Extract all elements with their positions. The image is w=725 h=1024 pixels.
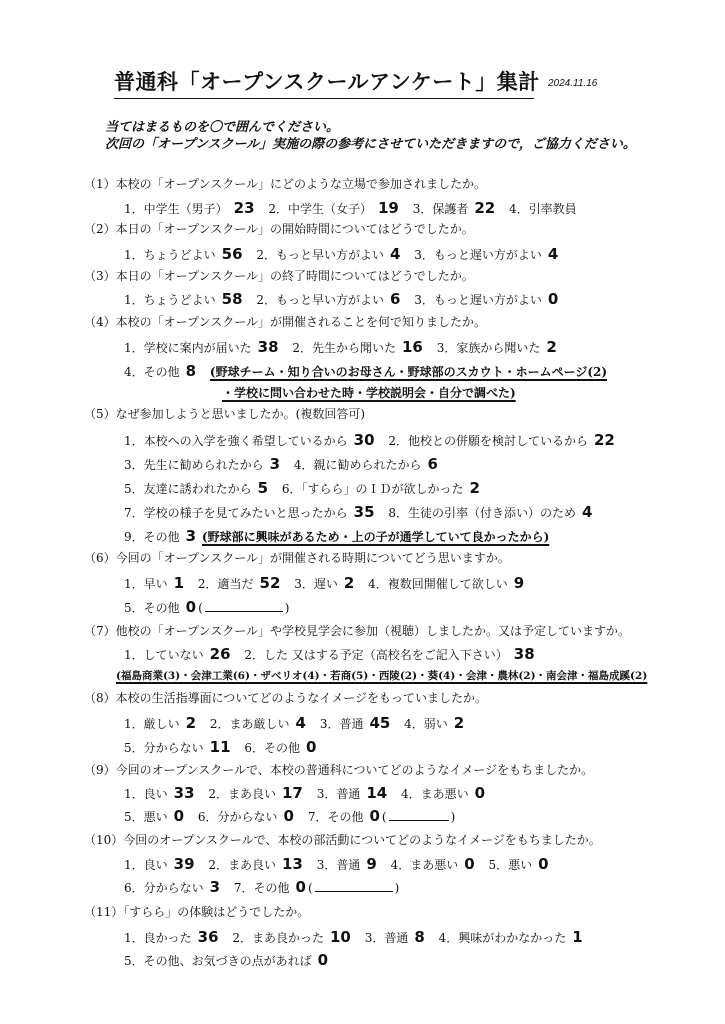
paren-open: ( xyxy=(381,810,387,824)
option-label: 4．興味がわかなかった xyxy=(438,931,567,945)
option-label: 2．まあ良い xyxy=(208,858,276,872)
option-count: 0 xyxy=(538,855,549,873)
option-label: 9．その他 xyxy=(124,530,180,544)
option-label: 3．普通 xyxy=(364,931,409,945)
option-count: 39 xyxy=(173,855,195,873)
option-count: 0 xyxy=(295,878,306,896)
option-label: 6．その他 xyxy=(244,741,300,755)
option-label: 7．その他 xyxy=(233,881,290,895)
question-1: （1）本校の「オープンスクール」にどのような立場で参加されましたか。 xyxy=(84,177,486,191)
option-count: 11 xyxy=(209,738,231,756)
option-label: 2．もっと早い方がよい xyxy=(256,248,384,262)
option-count: 2 xyxy=(343,574,355,592)
question-5-answers-4 xyxy=(124,503,602,522)
option-count: 10 xyxy=(329,928,351,946)
option-label: 5．その他、お気づきの点があれば xyxy=(124,954,312,968)
option-label: 2．した 又はする予定（高校名をご記入下さい） xyxy=(244,648,508,662)
option-label: 3．普通 xyxy=(316,858,361,872)
question-3: （3）本日の「オープンスクール」の終了時間についてはどうでしたか。 xyxy=(84,269,474,283)
question-9: （9）今回のオープンスクールで、本校の普通科についてどのようなイメージをもちましたか。 xyxy=(84,763,594,777)
option-count: 4 xyxy=(295,714,306,732)
option-label: 4．まあ悪い xyxy=(390,858,459,872)
option-count: 2 xyxy=(469,479,480,497)
question-4-other xyxy=(124,362,607,381)
option-label: 7．学校の様子を見てみたいと思ったから xyxy=(124,506,348,520)
option-label: 5．その他 xyxy=(124,601,180,615)
question-8: （8）本校の生活指導面についてどのようなイメージをもっていましたか。 xyxy=(84,691,488,705)
intro-line-2: 次回の「オープンスクール」実施の際の参考にさせていただきますので，ご協力ください。 xyxy=(105,137,636,152)
option-label: 8．生徒の引率（付き添い）のため xyxy=(388,506,576,520)
option-label: 1．ちょうどよい xyxy=(124,293,216,307)
option-label: 1．中学生（男子） xyxy=(124,202,228,216)
option-count: 0 xyxy=(305,738,317,756)
option-label: 2．先生から聞いた xyxy=(292,341,396,355)
question-5-answers-1 xyxy=(124,431,625,450)
option-label: 4．弱い xyxy=(404,717,448,731)
option-label: 3．もっと遅い方がよい xyxy=(414,248,542,262)
option-label: 2．中学生（女子） xyxy=(268,202,372,216)
option-count: 33 xyxy=(173,784,195,802)
option-label: 1．本校への入学を強く希望しているから xyxy=(124,434,348,448)
option-count: 30 xyxy=(353,431,375,449)
question-4-answers xyxy=(124,338,567,357)
option-count: 58 xyxy=(221,290,243,308)
option-count: 9 xyxy=(513,574,525,592)
paren-open: ( xyxy=(198,601,203,615)
option-count: 9 xyxy=(366,855,377,873)
option-count: 0 xyxy=(173,807,185,825)
question-10-answers-2 xyxy=(124,878,399,897)
option-count: 22 xyxy=(474,199,496,217)
option-count: 13 xyxy=(281,855,303,873)
option-count: 6 xyxy=(389,290,401,308)
question-11-answers-2 xyxy=(124,951,338,970)
option-count: 0 xyxy=(474,784,486,802)
option-count: 17 xyxy=(281,784,303,802)
option-count: 0 xyxy=(369,807,380,825)
question-4-other-cont xyxy=(222,384,516,402)
option-label: 2．まあ良かった xyxy=(232,931,324,945)
question-6: （6）今回の「オープンスクール」が開催される時期についてどう思いますか。 xyxy=(84,551,510,565)
question-2-answers xyxy=(124,245,568,264)
question-9-answers-2 xyxy=(124,807,455,826)
question-5-answers-5 xyxy=(124,527,549,546)
option-count: 1 xyxy=(572,928,583,946)
option-label: 2．もっと早い方がよい xyxy=(256,293,384,307)
option-count: 45 xyxy=(369,714,391,732)
option-count: 26 xyxy=(209,645,231,663)
free-answer: (野球チーム・知り合いのお母さん・野球部のスカウト・ホームページ(2) xyxy=(209,365,608,379)
option-label: 2．まあ良い xyxy=(208,787,276,801)
option-label: 2．適当だ xyxy=(197,577,254,591)
option-label: 3．保護者 xyxy=(412,202,469,216)
option-count: 0 xyxy=(547,290,559,308)
option-label: 4．親に勧められたから xyxy=(293,458,422,472)
option-label: 4．複数回開催して欲しい xyxy=(368,577,508,591)
option-count: 3 xyxy=(269,455,281,473)
question-7-schools xyxy=(116,666,647,685)
option-count: 52 xyxy=(259,574,281,592)
option-count: 38 xyxy=(513,645,535,663)
option-count: 0 xyxy=(283,807,294,825)
option-label: 4．引率教員 xyxy=(509,202,577,216)
question-9-answers-1 xyxy=(124,784,495,803)
option-count: 3 xyxy=(185,527,197,545)
option-count: 36 xyxy=(197,928,219,946)
free-answer: (福島商業(3)・会津工業(6)・ザベリオ(4)・若商(5)・西陵(2)・葵(4)・会津・農林(2)・南会津・福島成蹊(2) xyxy=(116,670,648,682)
option-label: 1．良い xyxy=(124,858,168,872)
option-label: 5．友達に誘われたから xyxy=(124,482,252,496)
blank-line xyxy=(389,808,449,821)
option-label: 4．まあ悪い xyxy=(401,787,469,801)
question-1-answers xyxy=(124,199,577,218)
option-count: 0 xyxy=(464,855,475,873)
paren-close: ) xyxy=(284,601,290,615)
question-10-answers-1 xyxy=(124,855,559,874)
option-count: 4 xyxy=(581,503,593,521)
option-label: 3．先生に勧められたから xyxy=(124,458,264,472)
option-count: 23 xyxy=(233,199,255,217)
question-5-answers-3 xyxy=(124,479,490,498)
question-5-answers-2 xyxy=(124,455,448,474)
option-count: 0 xyxy=(317,951,329,969)
option-count: 56 xyxy=(221,245,243,263)
question-3-answers xyxy=(124,290,568,309)
free-answer: (野球部に興味があるため・上の子が通学していて良かったから) xyxy=(201,530,550,544)
question-7: （7）他校の「オープンスクール」や学校見学会に参加（視聴）しましたか。又は予定していますか。 xyxy=(84,624,630,638)
intro-line-1: 当てはまるものを〇で囲んでください。 xyxy=(105,120,340,135)
option-count: 8 xyxy=(185,362,197,380)
paren-close: ) xyxy=(450,810,456,824)
option-label: 1．良かった xyxy=(124,931,192,945)
option-label: 3．家族から聞いた xyxy=(436,341,541,355)
blank-line xyxy=(205,599,283,612)
option-count: 2 xyxy=(453,714,465,732)
option-label: 7．その他 xyxy=(307,810,364,824)
option-count: 8 xyxy=(414,928,425,946)
paren-close: ) xyxy=(394,881,400,895)
option-label: 6．分からない xyxy=(197,810,278,824)
survey-date: 2024.11.16 xyxy=(548,78,598,89)
option-label: 6．分からない xyxy=(124,881,204,895)
option-count: 16 xyxy=(401,338,423,356)
option-label: 2．他校との併願を検討しているから xyxy=(388,434,588,448)
question-8-answers-2 xyxy=(124,738,326,757)
option-count: 5 xyxy=(257,479,269,497)
option-count: 6 xyxy=(427,455,438,473)
option-label: 5．悪い xyxy=(488,858,533,872)
option-label: 3．普通 xyxy=(316,787,361,801)
option-label: 6．「すらら」のＩＤが欲しかった xyxy=(281,482,464,496)
option-label: 5．悪い xyxy=(124,810,168,824)
option-label: 1．早い xyxy=(124,577,168,591)
option-label: 1．学校に案内が届いた xyxy=(124,341,252,355)
option-count: 0 xyxy=(185,598,197,616)
option-count: 19 xyxy=(377,199,399,217)
option-count: 4 xyxy=(389,245,401,263)
question-5: （5）なぜ参加しようと思いましたか。(複数回答可) xyxy=(84,407,366,421)
question-7-answers xyxy=(124,645,545,664)
question-6-answers xyxy=(124,574,534,593)
option-label: 3．もっと遅い方がよい xyxy=(414,293,542,307)
question-11-answers-1 xyxy=(124,928,593,947)
page-title: 普通科「オープンスクールアンケート」集計 xyxy=(114,66,534,99)
option-count: 14 xyxy=(366,784,388,802)
option-label: 2．まあ厳しい xyxy=(209,717,290,731)
option-count: 35 xyxy=(353,503,375,521)
free-answer: ・学校に問い合わせた時・学校説明会・自分で調べた) xyxy=(222,386,516,400)
option-count: 2 xyxy=(185,714,197,732)
option-label: 4．その他 xyxy=(124,365,180,379)
option-label: 1．していない xyxy=(124,648,204,662)
option-count: 1 xyxy=(173,574,185,592)
option-label: 3．遅い xyxy=(294,577,338,591)
question-6-other xyxy=(124,598,289,617)
question-10: （10）今回のオープンスクールで、本校の部活動についてどのようなイメージをもちましたか。 xyxy=(84,833,601,847)
option-label: 5．分からない xyxy=(124,741,204,755)
option-count: 3 xyxy=(209,878,221,896)
option-label: 1．厳しい xyxy=(124,717,180,731)
question-4: （4）本校の「オープンスクール」が開催されることを何で知りましたか。 xyxy=(84,315,486,329)
option-count: 2 xyxy=(546,338,557,356)
paren-open: ( xyxy=(307,881,313,895)
question-11: （11）「すらら」の体験はどうでしたか。 xyxy=(84,905,310,919)
option-count: 22 xyxy=(593,431,615,449)
blank-line xyxy=(315,879,393,892)
option-count: 4 xyxy=(547,245,559,263)
question-2: （2）本日の「オープンスクール」の開始時間についてはどうでしたか。 xyxy=(84,222,474,236)
question-8-answers-1 xyxy=(124,714,474,733)
option-label: 1．ちょうどよい xyxy=(124,248,216,262)
option-count: 38 xyxy=(257,338,279,356)
option-label: 1．良い xyxy=(124,787,168,801)
option-label: 3．普通 xyxy=(319,717,364,731)
